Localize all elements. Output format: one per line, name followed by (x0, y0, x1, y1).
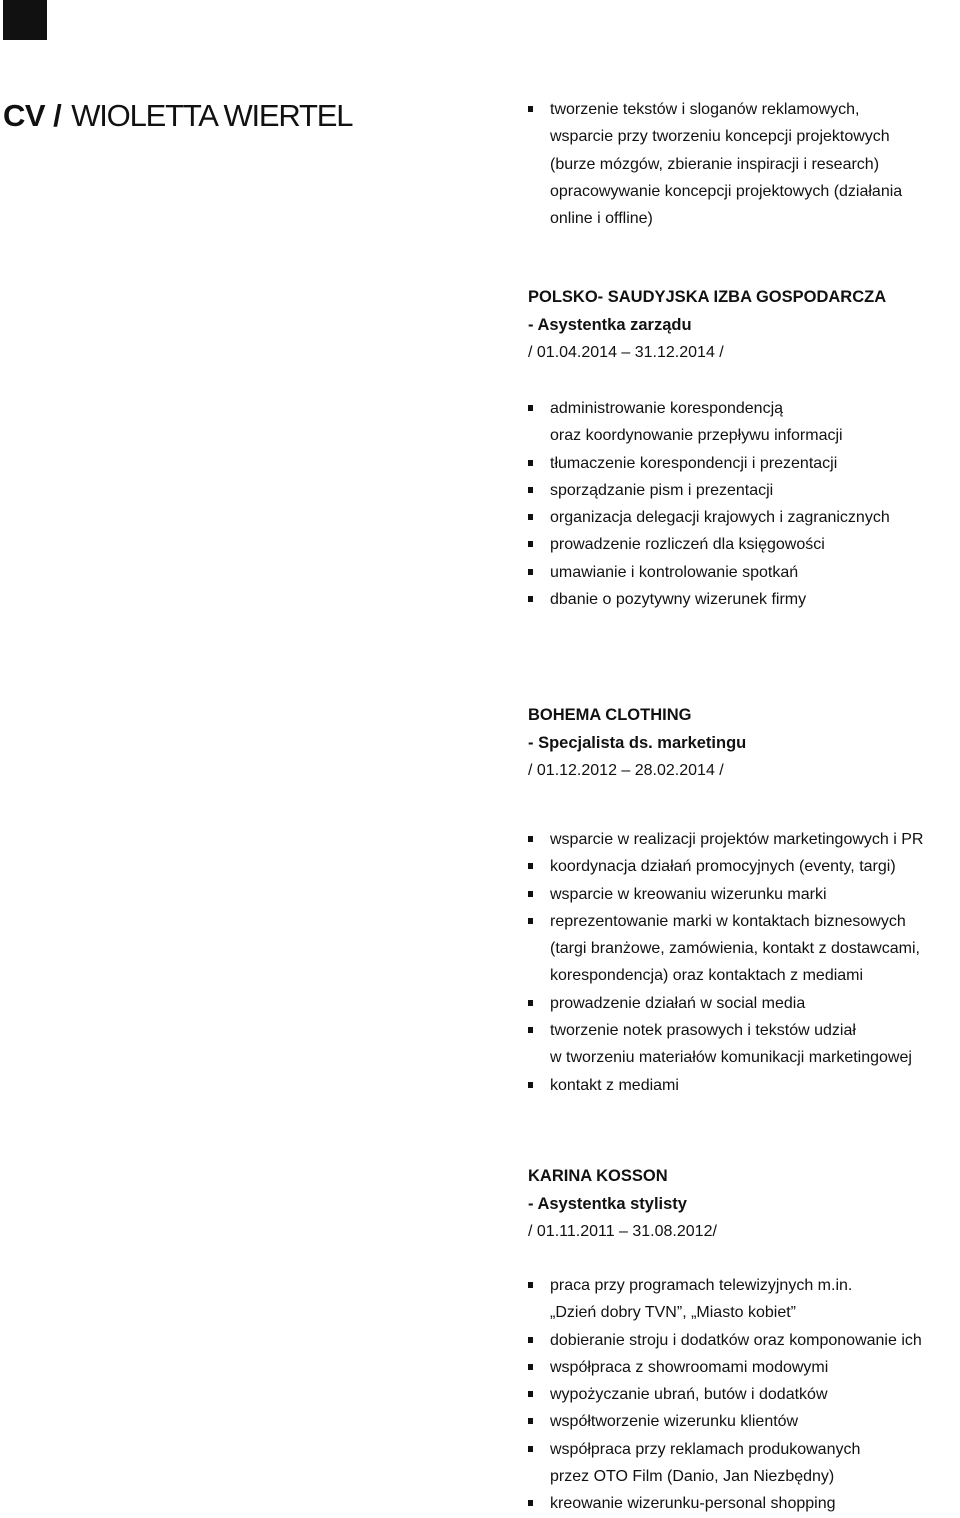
bullet-icon (528, 1337, 533, 1343)
list-item-continuation: (targi branżowe, zamówienia, kontakt z dostawcami, (550, 940, 920, 958)
bullet-icon (528, 1364, 533, 1370)
job-role: - Specjalista ds. marketingu (528, 733, 747, 752)
job-duties-list (528, 826, 958, 1099)
list-item-continuation: oraz koordynowanie przepływu informacji (550, 427, 843, 445)
bullet-icon (528, 541, 533, 547)
cv-label: CV (3, 98, 46, 133)
list-item: współtworzenie wizerunku klientów (528, 1408, 958, 1435)
list-item-continuation: w tworzeniu materiałów komunikacji marketingowej (550, 1049, 912, 1067)
list-item: koordynacja działań promocyjnych (eventy, targi) (528, 853, 958, 880)
list-item: administrowanie korespondencją (528, 395, 958, 422)
list-item: sporządzanie pism i prezentacji (528, 477, 958, 504)
list-item: wypożyczanie ubrań, butów i dodatków (528, 1381, 958, 1408)
bullet-icon (528, 1418, 533, 1424)
job-company: KARINA KOSSON (528, 1167, 668, 1185)
job-role: - Asystentka stylisty (528, 1194, 687, 1213)
header-slash: / (53, 98, 62, 133)
job-entry (528, 702, 746, 785)
list-item: współpraca z showroomami modowymi (528, 1354, 958, 1381)
list-item: kontakt z mediami (528, 1072, 958, 1099)
bullet-icon (528, 514, 533, 520)
job-dates: / 01.04.2014 – 31.12.2014 / (528, 344, 724, 361)
list-item: wsparcie w realizacji projektów marketingowych i PR (528, 826, 958, 853)
bullet-icon (528, 569, 533, 575)
list-item: umawianie i kontrolowanie spotkań (528, 559, 958, 586)
bullet-icon (528, 106, 533, 112)
list-item: praca przy programach telewizyjnych m.in. (528, 1272, 958, 1299)
list-item: wsparcie w kreowaniu wizerunku marki (528, 881, 958, 908)
list-item: tworzenie notek prasowych i tekstów udział (528, 1017, 958, 1044)
cv-header (3, 96, 352, 136)
list-item: współpraca przy reklamach produkowanych (528, 1436, 958, 1463)
bullet-icon (528, 1446, 533, 1452)
list-item-continuation: (burze mózgów, zbieranie inspiracji i research) (550, 155, 880, 173)
bullet-icon (528, 487, 533, 493)
list-item-continuation: wsparcie przy tworzeniu koncepcji projektowych (550, 128, 890, 146)
list-item: prowadzenie rozliczeń dla księgowości (528, 531, 958, 558)
list-item: tłumaczenie korespondencji i prezentacji (528, 450, 958, 477)
bullet-icon (528, 863, 533, 869)
list-item: reprezentowanie marki w kontaktach biznesowych (528, 908, 958, 935)
bullet-icon (528, 1391, 533, 1397)
bullet-icon (528, 1082, 533, 1088)
list-item: prowadzenie działań w social media (528, 990, 958, 1017)
bullet-icon (528, 405, 533, 411)
list-item-continuation: opracowywanie koncepcji projektowych (działania (550, 182, 903, 200)
job-entry (528, 1163, 717, 1246)
bullet-icon (528, 460, 533, 466)
job-company: POLSKO- SAUDYJSKA IZBA GOSPODARCZA (528, 288, 887, 306)
bullet-icon (528, 1027, 533, 1033)
job-entry (528, 284, 886, 367)
top-duties (528, 96, 958, 232)
list-item-continuation: „Dzień dobry TVN”, „Miasto kobiet” (550, 1304, 796, 1322)
job-duties (528, 1272, 958, 1518)
list-item: dbanie o pozytywny wizerunek firmy (528, 586, 958, 613)
job-duties-list (528, 395, 958, 613)
list-item: kreowanie wizerunku-personal shopping (528, 1490, 958, 1517)
bullet-icon (528, 596, 533, 602)
job-role: - Asystentka zarządu (528, 315, 692, 334)
list-item: tworzenie tekstów i sloganów reklamowych, (528, 96, 958, 123)
job-company: BOHEMA CLOTHING (528, 706, 692, 724)
corner-black-square (3, 0, 47, 40)
bullet-icon (528, 1282, 533, 1288)
top-duties-list (528, 96, 958, 232)
list-item-continuation: przez OTO Film (Danio, Jan Niezbędny) (550, 1468, 835, 1486)
job-dates: / 01.12.2012 – 28.02.2014 / (528, 762, 724, 779)
bullet-icon (528, 891, 533, 897)
job-dates: / 01.11.2011 – 31.08.2012/ (528, 1223, 717, 1240)
job-duties-list (528, 1272, 958, 1518)
bullet-icon (528, 918, 533, 924)
list-item: organizacja delegacji krajowych i zagranicznych (528, 504, 958, 531)
list-item-continuation: korespondencja) oraz kontaktach z mediami (550, 967, 864, 985)
bullet-icon (528, 836, 533, 842)
bullet-icon (528, 1500, 533, 1506)
job-duties (528, 395, 958, 613)
job-duties (528, 826, 958, 1099)
list-item-continuation: online i offline) (550, 210, 653, 228)
bullet-icon (528, 1000, 533, 1006)
person-name: WIOLETTA WIERTEL (71, 98, 353, 133)
list-item: dobieranie stroju i dodatków oraz komponowanie ich (528, 1327, 958, 1354)
